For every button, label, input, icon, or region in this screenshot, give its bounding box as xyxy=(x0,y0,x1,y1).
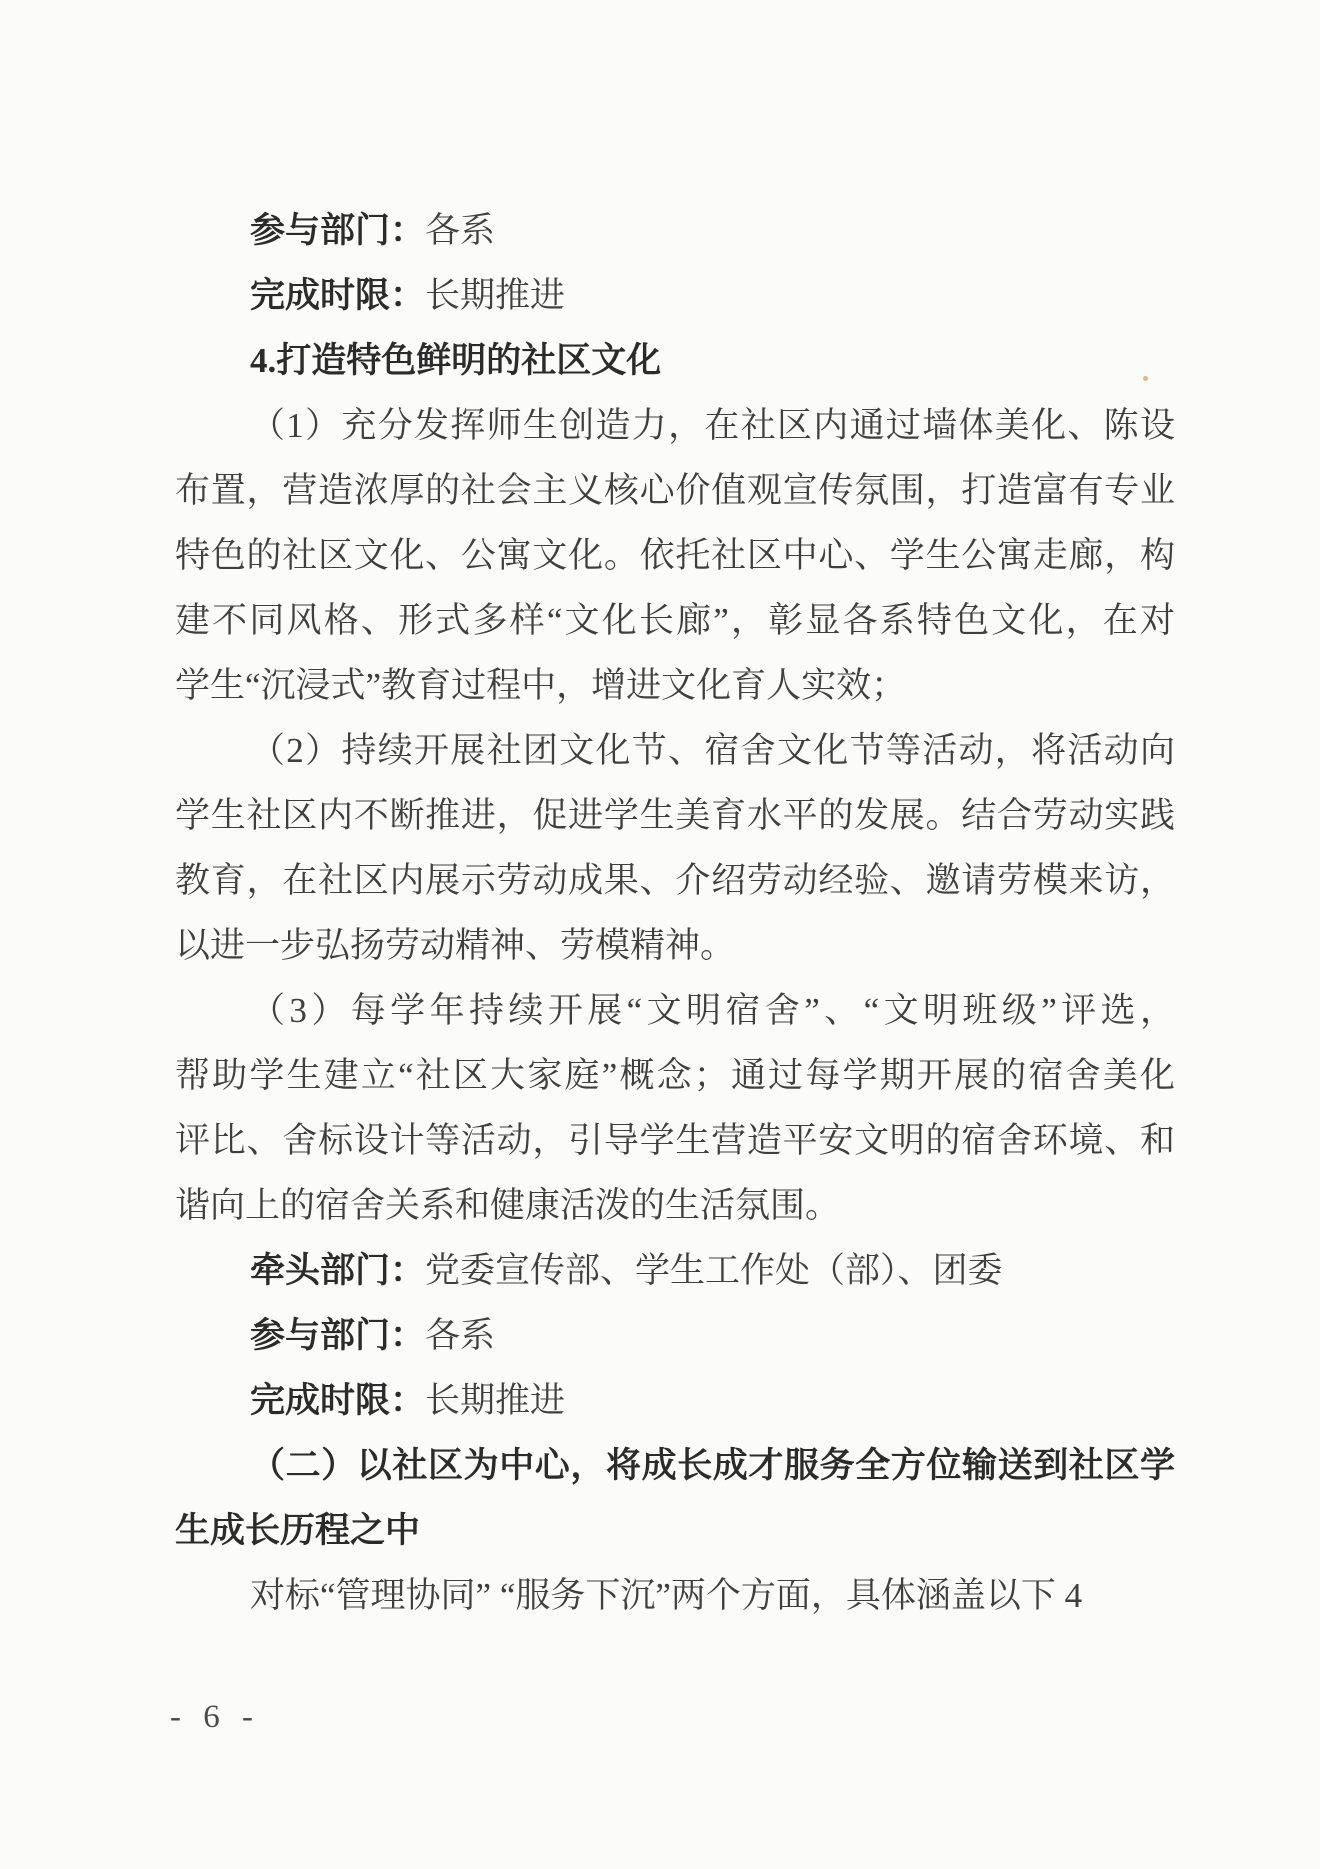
section-heading-line: （二）以社区为中心，将成长成才服务全方位输送到社区学 xyxy=(250,1446,1175,1485)
text-line: （2）持续开展社团文化节、宿舍文化节等活动，将活动向 xyxy=(250,731,1175,770)
line-value: 各系 xyxy=(425,211,496,250)
text-line: 学生“沉浸式”教育过程中，增进文化育人实效； xyxy=(175,666,907,705)
text-line: 对标“管理协同” “服务下沉”两个方面，具体涵盖以下 4 xyxy=(250,1576,1083,1615)
line-label: 完成时限： xyxy=(250,276,426,315)
text-line: 布置，营造浓厚的社会主义核心价值观宣传氛围，打造富有专业 xyxy=(175,471,1175,510)
text-line: 评比、舍标设计等活动，引导学生营造平安文明的宿舍环境、和 xyxy=(175,1121,1175,1160)
line-value: 各系 xyxy=(425,1316,496,1355)
text-line: 帮助学生建立“社区大家庭”概念；通过每学期开展的宿舍美化 xyxy=(175,1056,1175,1095)
label-line xyxy=(175,1238,1175,1303)
section-heading-line: 生成长历程之中 xyxy=(175,1511,421,1550)
text-line: （1）充分发挥师生创造力，在社区内通过墙体美化、陈设 xyxy=(250,406,1175,445)
text-line: （3）每学年持续开展“文明宿舍”、“文明班级”评选， xyxy=(250,991,1175,1030)
line-label: 参与部门： xyxy=(250,1316,426,1355)
line-value: 长期推进 xyxy=(425,276,566,315)
document-body xyxy=(175,198,1175,1628)
scan-artifact-dot xyxy=(1143,376,1148,381)
section-heading-line: 4.打造特色鲜明的社区文化 xyxy=(250,341,662,380)
page-number: - 6 - xyxy=(170,1699,260,1735)
label-line xyxy=(175,263,1175,328)
text-line: 以进一步弘扬劳动精神、劳模精神。 xyxy=(175,926,736,965)
line-label: 完成时限： xyxy=(250,1381,426,1420)
text-line: 教育，在社区内展示劳动成果、介绍劳动经验、邀请劳模来访， xyxy=(175,861,1175,900)
text-line: 学生社区内不断推进，促进学生美育水平的发展。结合劳动实践 xyxy=(175,796,1175,835)
line-label: 牵头部门： xyxy=(250,1251,426,1290)
line-value: 长期推进 xyxy=(425,1381,566,1420)
label-line xyxy=(175,198,1175,263)
text-line: 特色的社区文化、公寓文化。依托社区中心、学生公寓走廊，构 xyxy=(175,536,1175,575)
text-line: 建不同风格、形式多样“文化长廊”，彰显各系特色文化，在对 xyxy=(175,601,1175,640)
text-line: 谐向上的宿舍关系和健康活泼的生活氛围。 xyxy=(175,1186,841,1225)
label-line xyxy=(175,1303,1175,1368)
label-line xyxy=(175,1368,1175,1433)
line-value: 党委宣传部、学生工作处（部）、团委 xyxy=(425,1251,1003,1290)
line-label: 参与部门： xyxy=(250,211,426,250)
